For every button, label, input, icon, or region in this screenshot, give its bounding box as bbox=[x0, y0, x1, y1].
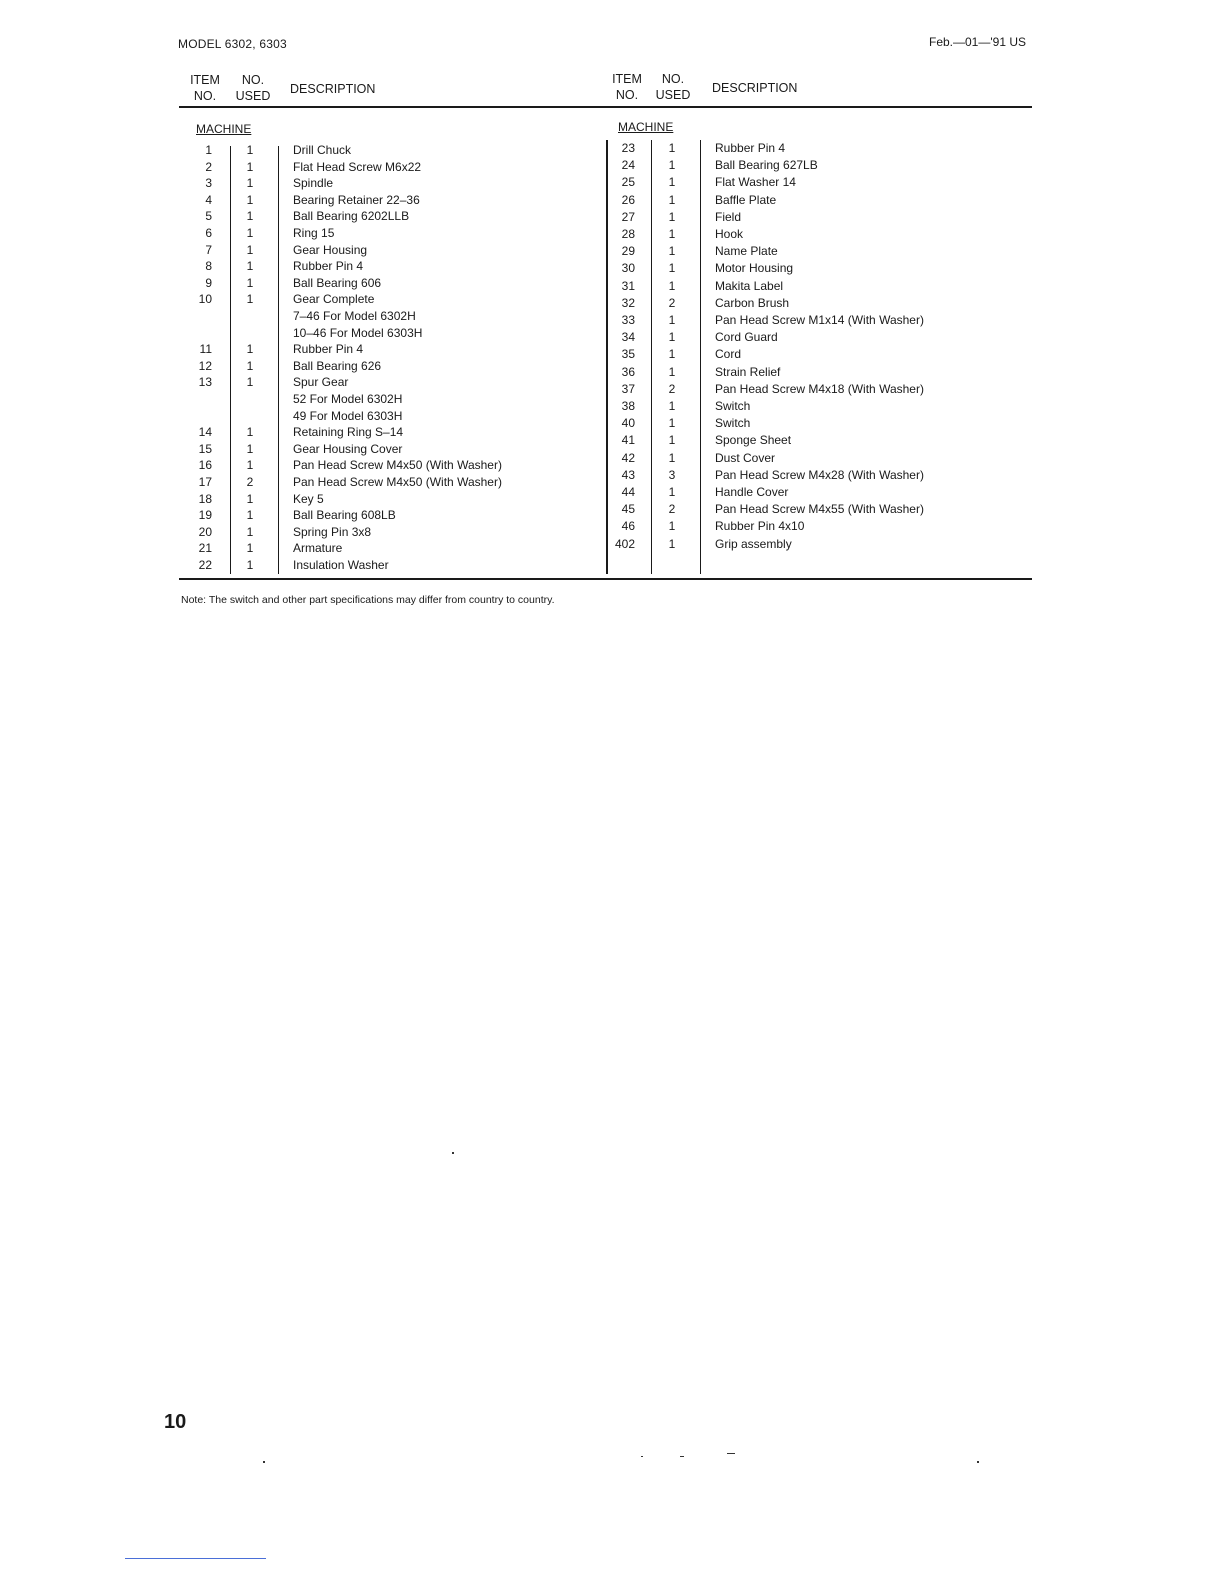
item-no-header-l1: ITEM bbox=[190, 73, 220, 87]
table-row bbox=[180, 242, 600, 259]
item-no: 40 bbox=[621, 416, 635, 431]
description: Ball Bearing 627LB bbox=[715, 158, 818, 173]
right-parts-list bbox=[602, 140, 1032, 572]
description: Makita Label bbox=[715, 278, 784, 293]
description: Armature bbox=[293, 541, 343, 556]
table-row bbox=[180, 491, 600, 508]
description: Ball Bearing 626 bbox=[293, 358, 382, 373]
item-no: 22 bbox=[198, 558, 212, 572]
item-no: 18 bbox=[198, 491, 212, 506]
table-row bbox=[602, 381, 1032, 398]
table-row bbox=[180, 408, 600, 425]
right-used-separator bbox=[700, 140, 701, 574]
table-row bbox=[180, 457, 600, 474]
table-row bbox=[602, 174, 1032, 191]
table-row bbox=[602, 226, 1032, 243]
item-no: 35 bbox=[621, 347, 635, 362]
description: Drill Chuck bbox=[293, 143, 352, 157]
item-no: 31 bbox=[621, 278, 635, 293]
middle-separator bbox=[606, 140, 608, 574]
item-no: 3 bbox=[205, 176, 212, 191]
table-row bbox=[180, 291, 600, 308]
item-no: 2 bbox=[205, 159, 212, 174]
no-used-header-l1-right: NO. bbox=[661, 72, 685, 86]
item-no: 7 bbox=[205, 242, 212, 257]
table-row bbox=[602, 450, 1032, 467]
no-used: 1 bbox=[246, 259, 254, 274]
table-row bbox=[602, 260, 1032, 277]
no-used: 1 bbox=[246, 524, 254, 539]
no-used: 1 bbox=[246, 192, 254, 207]
left-section-title: MACHINE bbox=[196, 122, 252, 136]
no-used: 1 bbox=[246, 541, 254, 556]
table-row bbox=[180, 159, 600, 176]
description: Spindle bbox=[293, 176, 334, 191]
description: 49 For Model 6303H bbox=[293, 408, 403, 423]
speck bbox=[977, 1461, 979, 1463]
description: Hook bbox=[715, 227, 744, 241]
description: Strain Relief bbox=[715, 364, 781, 379]
no-used: 1 bbox=[668, 416, 676, 431]
item-no: 6 bbox=[205, 226, 212, 240]
description-header: DESCRIPTION bbox=[290, 82, 376, 96]
no-used: 1 bbox=[668, 485, 676, 499]
table-row bbox=[180, 557, 600, 574]
speck bbox=[680, 1456, 684, 1457]
right-column-headers bbox=[602, 71, 1022, 105]
no-used: 1 bbox=[668, 536, 676, 551]
table-row bbox=[602, 518, 1032, 535]
no-used: 1 bbox=[246, 358, 254, 373]
no-used: 1 bbox=[668, 261, 676, 276]
table-row bbox=[180, 524, 600, 541]
no-used: 1 bbox=[668, 175, 676, 190]
no-used: 1 bbox=[246, 209, 254, 224]
no-used: 1 bbox=[668, 347, 676, 362]
right-item-separator bbox=[651, 140, 652, 574]
table-row bbox=[602, 346, 1032, 363]
table-row bbox=[180, 441, 600, 458]
model-header: MODEL 6302, 6303 bbox=[178, 37, 287, 51]
item-no: 29 bbox=[621, 244, 635, 259]
table-row bbox=[180, 391, 600, 408]
no-used: 1 bbox=[668, 519, 676, 534]
speck bbox=[727, 1453, 735, 1454]
table-row bbox=[180, 325, 600, 342]
description: Insulation Washer bbox=[293, 558, 389, 572]
item-no: 21 bbox=[198, 541, 212, 556]
table-row bbox=[180, 474, 600, 491]
table-row bbox=[602, 364, 1032, 381]
table-row bbox=[180, 175, 600, 192]
no-used: 1 bbox=[668, 399, 676, 413]
description: 10–46 For Model 6303H bbox=[293, 325, 423, 340]
item-no: 38 bbox=[621, 399, 635, 413]
item-no: 11 bbox=[199, 342, 212, 357]
item-no: 30 bbox=[621, 261, 635, 276]
no-used-header-l2: USED bbox=[235, 89, 271, 103]
description: Spur Gear bbox=[293, 375, 349, 390]
item-no: 25 bbox=[621, 175, 635, 190]
note: Note: The switch and other part specifications may differ from country to country. bbox=[181, 594, 555, 606]
table-row bbox=[180, 507, 600, 524]
description: Pan Head Screw M4x50 (With Washer) bbox=[293, 458, 502, 473]
item-no: 34 bbox=[621, 330, 635, 345]
item-no: 27 bbox=[621, 209, 635, 224]
table-row bbox=[602, 295, 1032, 312]
speck bbox=[641, 1456, 643, 1457]
item-no: 41 bbox=[621, 433, 635, 448]
no-used: 1 bbox=[246, 375, 254, 390]
table-row bbox=[602, 243, 1032, 260]
description: Motor Housing bbox=[715, 261, 794, 276]
table-row bbox=[602, 467, 1032, 484]
description: Pan Head Screw M1x14 (With Washer) bbox=[715, 313, 924, 327]
item-no-header-l1-right: ITEM bbox=[612, 72, 642, 86]
item-no: 28 bbox=[621, 227, 635, 241]
description: Spring Pin 3x8 bbox=[293, 524, 372, 539]
no-used: 1 bbox=[668, 278, 676, 293]
description: Ball Bearing 6202LLB bbox=[293, 209, 410, 224]
description: Ball Bearing 606 bbox=[293, 275, 382, 290]
description: Flat Washer 14 bbox=[715, 175, 796, 190]
no-used: 1 bbox=[246, 508, 254, 523]
table-row bbox=[180, 424, 600, 441]
table-row bbox=[180, 358, 600, 375]
description: Sponge Sheet bbox=[715, 433, 792, 448]
description: Gear Housing bbox=[293, 242, 368, 257]
item-no: 10 bbox=[198, 292, 212, 307]
item-no: 1 bbox=[205, 143, 212, 157]
table-row bbox=[180, 341, 600, 358]
item-no: 42 bbox=[621, 450, 635, 465]
no-used: 1 bbox=[246, 226, 254, 240]
table-row bbox=[602, 398, 1032, 415]
no-used: 2 bbox=[668, 295, 676, 310]
description-header-right: DESCRIPTION bbox=[712, 81, 798, 95]
description: Switch bbox=[715, 416, 751, 431]
no-used: 1 bbox=[668, 158, 676, 173]
table-row bbox=[602, 157, 1032, 174]
left-item-separator bbox=[230, 146, 231, 574]
description: Handle Cover bbox=[715, 485, 789, 499]
item-no: 5 bbox=[205, 209, 212, 224]
description: Ball Bearing 608LB bbox=[293, 508, 396, 523]
item-no: 36 bbox=[621, 364, 635, 379]
item-no: 16 bbox=[198, 458, 212, 473]
table-row bbox=[602, 278, 1032, 295]
right-section-title: MACHINE bbox=[618, 120, 674, 134]
description: Dust Cover bbox=[715, 450, 776, 465]
bottom-link-line bbox=[125, 1558, 266, 1559]
speck bbox=[452, 1152, 454, 1154]
no-used: 1 bbox=[668, 192, 676, 207]
description: Baffle Plate bbox=[715, 192, 777, 207]
item-no: 9 bbox=[205, 275, 212, 290]
description: Ring 15 bbox=[293, 226, 335, 240]
no-used: 1 bbox=[246, 425, 254, 440]
table-row bbox=[602, 501, 1032, 518]
no-used: 1 bbox=[668, 227, 676, 241]
no-used: 1 bbox=[668, 313, 676, 327]
description: Bearing Retainer 22–36 bbox=[293, 192, 420, 207]
speck bbox=[263, 1461, 265, 1463]
no-used: 1 bbox=[246, 558, 254, 572]
date-header: Feb.—01—'91 US bbox=[929, 35, 1027, 49]
item-no: 26 bbox=[621, 192, 635, 207]
description: Rubber Pin 4 bbox=[715, 141, 786, 155]
no-used: 1 bbox=[246, 491, 254, 506]
description: Pan Head Screw M4x18 (With Washer) bbox=[715, 381, 924, 396]
header-rule bbox=[179, 106, 1032, 108]
table-row bbox=[180, 208, 600, 225]
description: Grip assembly bbox=[715, 536, 792, 551]
table-row bbox=[602, 415, 1032, 432]
table-row bbox=[180, 540, 600, 557]
item-no: 46 bbox=[621, 519, 635, 534]
table-row bbox=[180, 275, 600, 292]
description: Gear Complete bbox=[293, 292, 375, 307]
item-no: 12 bbox=[198, 358, 212, 373]
no-used: 1 bbox=[668, 450, 676, 465]
description: Cord bbox=[715, 347, 742, 362]
item-no: 32 bbox=[621, 295, 635, 310]
item-no: 23 bbox=[621, 141, 635, 155]
table-row bbox=[180, 142, 600, 159]
no-used: 2 bbox=[246, 475, 254, 489]
table-row bbox=[180, 374, 600, 391]
no-used: 1 bbox=[246, 275, 254, 290]
description: Carbon Brush bbox=[715, 295, 790, 310]
item-no: 15 bbox=[198, 441, 212, 456]
no-used: 3 bbox=[668, 467, 676, 482]
no-used-header-l2-right: USED bbox=[655, 88, 691, 102]
left-used-separator bbox=[278, 146, 279, 574]
description: 7–46 For Model 6302H bbox=[293, 309, 416, 323]
no-used: 1 bbox=[246, 143, 254, 157]
item-no: 20 bbox=[198, 524, 212, 539]
no-used: 1 bbox=[668, 330, 676, 345]
table-row bbox=[602, 432, 1032, 449]
description: Rubber Pin 4 bbox=[293, 259, 364, 274]
table-row bbox=[602, 329, 1032, 346]
no-used: 1 bbox=[668, 364, 676, 379]
table-row bbox=[180, 308, 600, 325]
item-no: 44 bbox=[621, 485, 635, 499]
no-used: 1 bbox=[246, 159, 254, 174]
page-number: 10 bbox=[164, 1411, 187, 1433]
no-used-header-l1: NO. bbox=[241, 73, 265, 87]
no-used: 1 bbox=[246, 342, 254, 357]
no-used: 2 bbox=[668, 381, 676, 396]
item-no-header-l2-right: NO. bbox=[615, 88, 639, 102]
description: Retaining Ring S–14 bbox=[293, 425, 404, 440]
item-no: 43 bbox=[621, 467, 635, 482]
no-used: 2 bbox=[668, 502, 676, 517]
no-used: 1 bbox=[668, 433, 676, 448]
no-used: 1 bbox=[246, 242, 254, 257]
table-row bbox=[602, 140, 1032, 157]
no-used: 1 bbox=[246, 441, 254, 456]
table-row bbox=[602, 312, 1032, 329]
table-row bbox=[180, 225, 600, 242]
table-row bbox=[180, 192, 600, 209]
description: Rubber Pin 4 bbox=[293, 342, 364, 357]
table-row bbox=[602, 192, 1032, 209]
description: Pan Head Screw M4x28 (With Washer) bbox=[715, 467, 924, 482]
item-no-header-l2: NO. bbox=[193, 89, 217, 103]
footer-rule bbox=[179, 578, 1032, 580]
description: Switch bbox=[715, 399, 751, 413]
no-used: 1 bbox=[668, 244, 676, 259]
description: Field bbox=[715, 209, 742, 224]
description: Key 5 bbox=[293, 491, 324, 506]
item-no: 37 bbox=[621, 381, 635, 396]
item-no: 4 bbox=[205, 192, 212, 207]
description: Gear Housing Cover bbox=[293, 441, 403, 456]
no-used: 1 bbox=[246, 458, 254, 473]
description: Pan Head Screw M4x50 (With Washer) bbox=[293, 475, 502, 489]
item-no: 402 bbox=[614, 536, 635, 551]
item-no: 14 bbox=[198, 425, 212, 440]
description: Cord Guard bbox=[715, 330, 778, 345]
description: Pan Head Screw M4x55 (With Washer) bbox=[715, 502, 924, 517]
item-no: 13 bbox=[198, 375, 212, 390]
item-no: 24 bbox=[621, 158, 635, 173]
table-row bbox=[602, 536, 1032, 553]
item-no: 19 bbox=[198, 508, 212, 523]
description: Rubber Pin 4x10 bbox=[715, 519, 805, 534]
no-used: 1 bbox=[246, 176, 254, 191]
item-no: 33 bbox=[621, 313, 635, 327]
no-used: 1 bbox=[668, 209, 676, 224]
table-row bbox=[180, 258, 600, 275]
no-used: 1 bbox=[246, 292, 254, 307]
description: Flat Head Screw M6x22 bbox=[293, 159, 422, 174]
table-row bbox=[602, 209, 1032, 226]
item-no: 8 bbox=[205, 259, 212, 274]
left-column-headers bbox=[180, 72, 600, 106]
description: Name Plate bbox=[715, 244, 778, 259]
left-parts-list bbox=[180, 142, 600, 574]
no-used: 1 bbox=[668, 141, 676, 155]
description: 52 For Model 6302H bbox=[293, 392, 403, 406]
table-row bbox=[602, 484, 1032, 501]
item-no: 45 bbox=[621, 502, 635, 517]
item-no: 17 bbox=[198, 475, 212, 489]
